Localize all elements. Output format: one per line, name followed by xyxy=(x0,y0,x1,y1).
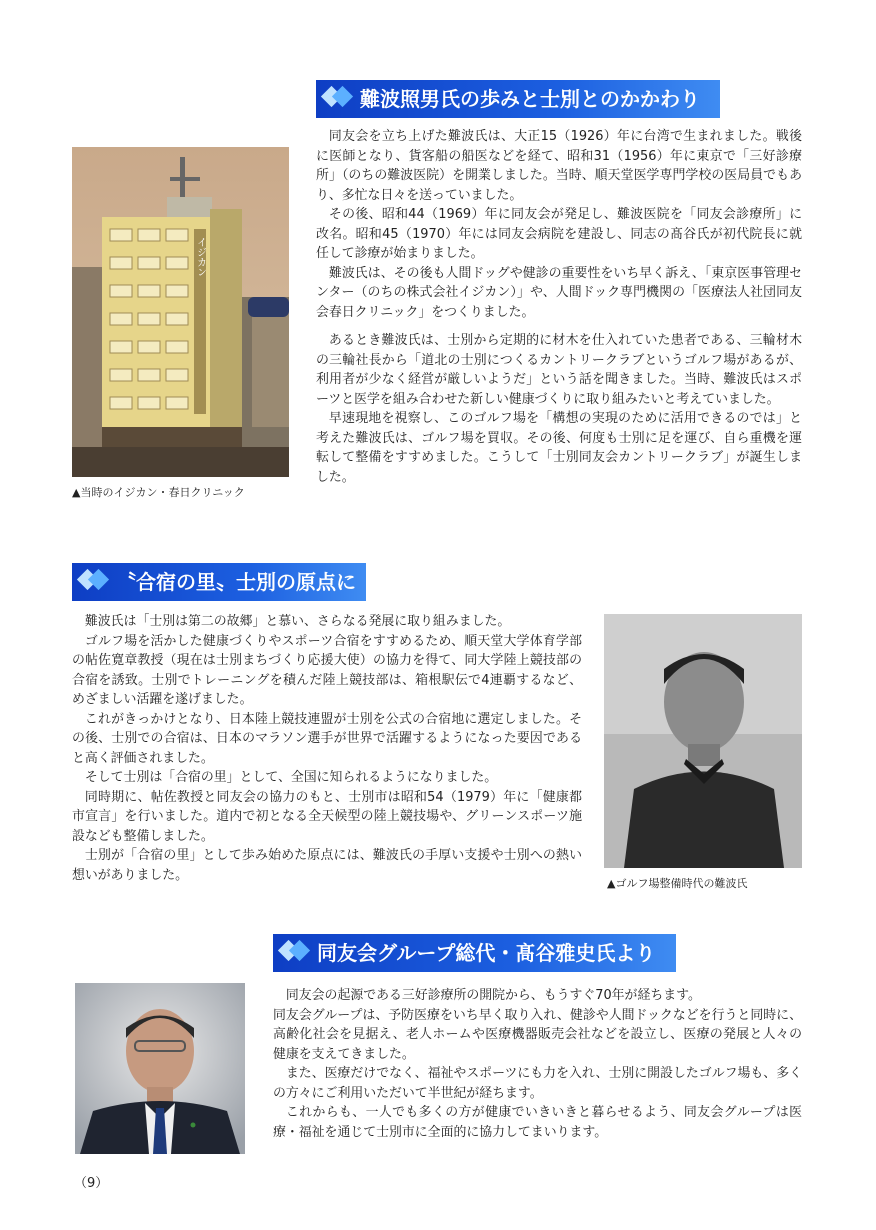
section3-heading xyxy=(273,934,676,972)
section2-paragraph: これがきっかけとなり、日本陸上競技連盟が士別を公式の合宿地に選定しました。その後、士別での合宿は、日本のマラソン選手が世界で活躍するようになった要因であると高く評価されました。 xyxy=(72,711,582,766)
takaya-portrait-photo xyxy=(75,983,245,1154)
section2-heading xyxy=(72,563,366,601)
section1-heading xyxy=(316,80,720,118)
section2-paragraph: ゴルフ場を活かした健康づくりやスポーツ合宿をすすめるため、順天堂大学体育学部の帖佐寛章教授（現在は士別まちづくり応援大使）の協力を得て、同大学陸上競技部の合宿を誘致。士別でトレーニングを積んだ陸上競技部は、箱根駅伝で4連覇するなど、めざましい活躍を遂げました。 xyxy=(72,633,582,707)
section2-paragraph: 同時期に、帖佐教授と同友会の協力のもと、士別市は昭和54（1979）年に「健康都市宣言」を行いました。道内で初となる全天候型の陸上競技場や、グリーンスポーツ施設なども整備しました。 xyxy=(72,789,582,844)
section1-paragraph: 難波氏は、その後も人間ドッグや健診の重要性をいち早く訴え、「東京医事管理センター（のちの株式会社イジカン）」や、人間ドック専門機関の「医療法人社団同友会春日クリニック」をつくりました。 xyxy=(316,265,802,320)
section3-paragraph: これからも、一人でも多くの方が健康でいきいきと暮らせるよう、同友会グループは医療・福祉を通じて士別市に全面的に協力してまいります。 xyxy=(273,1105,802,1140)
section2-paragraph: 難波氏は「士別は第二の故郷」と慕い、さらなる発展に取り組みました。 xyxy=(84,614,511,629)
building-sign-text: イジカン xyxy=(194,237,206,277)
section1-paragraph: 早速現地を視察し、このゴルフ場を「構想の実現のために活用できるのでは」と考えた難波氏は、ゴルフ場を買収。その後、何度も士別に足を運び、自ら重機を運転して整備をすすめました。こうして「士別同友会カントリークラブ」が誕生しました。 xyxy=(316,411,802,485)
section2-title: 〝合宿の里〟士別の原点に xyxy=(116,570,356,594)
building-photo-caption: ▲当時のイジカン・春日クリニック xyxy=(72,486,245,499)
section3-paragraph: 同友会の起源である三好診療所の開院から、もうすぐ70年が経ちます。 xyxy=(285,988,701,1003)
section2-paragraph: そして士別は「合宿の里」として、全国に知られるようになりました。 xyxy=(84,770,498,785)
building-photo xyxy=(72,147,289,477)
section2-paragraph: 士別が「合宿の里」として歩み始めた原点には、難波氏の手厚い支援や士別への熱い想いがありました。 xyxy=(72,848,582,883)
section1-paragraph: あるとき難波氏は、士別から定期的に材木を仕入れていた患者である、三輪材木の三輪社長から「道北の士別につくるカントリークラブというゴルフ場があるが、利用者が少なく経営が厳しいようだ」という話を聞きました。当時、難波氏はスポーツと医学を組み合わせた新しい健康づくりに取り組みたいと考えていました。 xyxy=(316,333,802,407)
section2-body xyxy=(72,612,582,885)
section1-title: 難波照男氏の歩みと士別とのかかわり xyxy=(360,87,700,111)
section1-body xyxy=(316,127,802,487)
section3-paragraph: 同友会グループは、予防医療をいち早く取り入れ、健診や人間ドックなどを行うと同時に、高齢化社会を見据え、老人ホームや医療機器販売会社などを設立し、医療の発展と人々の健康を支えてきました。 xyxy=(273,1007,802,1062)
namba-portrait-photo xyxy=(604,614,802,868)
building-illustration xyxy=(72,147,289,477)
namba-portrait-illustration xyxy=(604,614,802,868)
section3-paragraph: また、医療だけでなく、福祉やスポーツにも力を入れ、士別に開設したゴルフ場も、多くの方々にご利用いただいて半世紀が経ちます。 xyxy=(273,1066,802,1101)
section1-paragraph: その後、昭和44（1969）年に同友会が発足し、難波医院を「同友会診療所」に改名。昭和45（1970）年には同友会病院を建設し、同志の髙谷氏が初代院長に就任して診療が始まりました。 xyxy=(316,207,802,261)
section1-paragraph: 同友会を立ち上げた難波氏は、大正15（1926）年に台湾で生まれました。戦後に医師となり、貨客船の船医などを経て、昭和31（1956）年に東京で「三好診療所」（のちの難波医院）を開業しました。当時、順天堂医学専門学校の医局員でもあり、多忙な日々を送っていました。 xyxy=(316,129,802,203)
takaya-portrait-illustration xyxy=(75,983,245,1154)
section3-body xyxy=(273,986,802,1142)
section3-title: 同友会グループ総代・髙谷雅史氏より xyxy=(317,941,656,965)
page-number: （9） xyxy=(74,1176,109,1191)
namba-photo-caption: ▲ゴルフ場整備時代の難波氏 xyxy=(607,877,748,890)
